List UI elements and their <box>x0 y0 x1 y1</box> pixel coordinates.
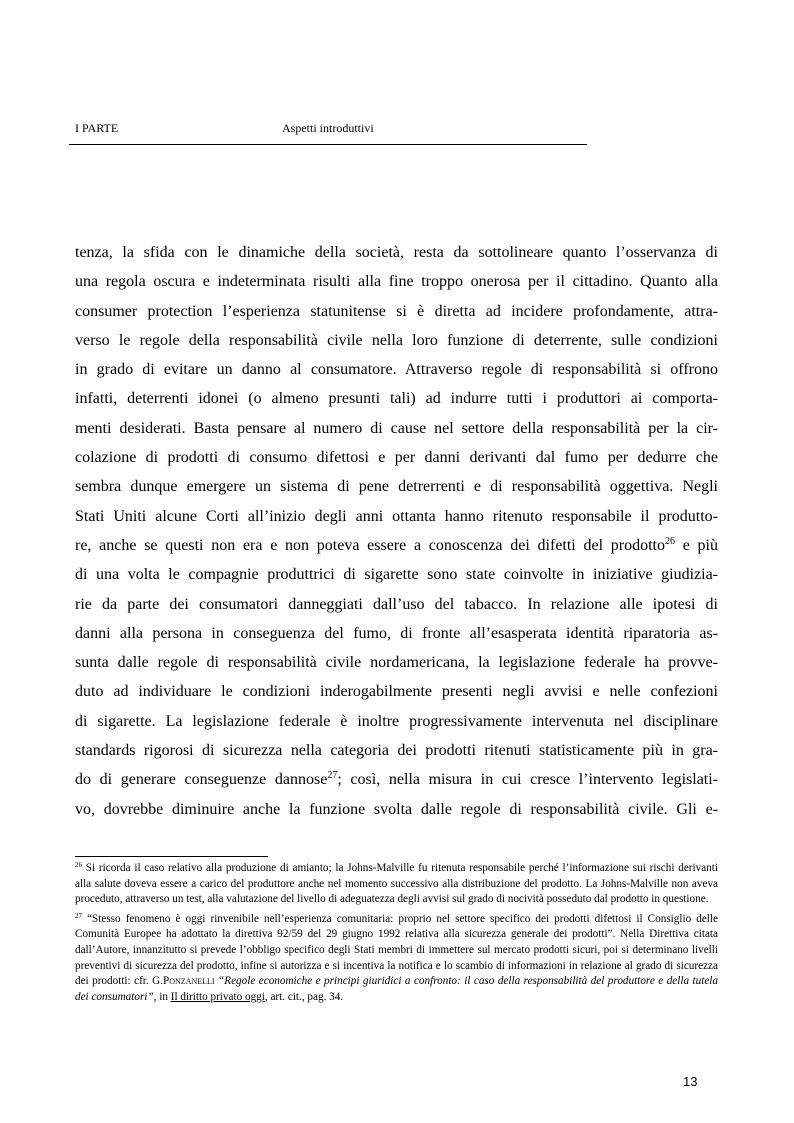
footnote-26 <box>75 861 718 908</box>
body-line-with-footnote-27 <box>75 765 718 794</box>
footnote-text: , art. cit., pag. 34. <box>264 990 344 1003</box>
footnote-journal: Il diritto privato oggi <box>170 990 265 1003</box>
body-line: tenza, la sfida con le dinamiche della società, resta da sottolineare quanto l’osservanza di <box>75 244 718 261</box>
body-line-text: re, anche se questi non era e non poteva essere a conoscenza dei difetti del prodotto <box>75 536 665 554</box>
body-text <box>75 238 718 824</box>
body-line: rie da parte dei consumatori danneggiati dall’uso del tabacco. In relazione alle ipotesi di <box>75 595 718 613</box>
footnote-27 <box>75 912 718 1006</box>
body-line: colazione di prodotti di consumo difettosi e per danni derivanti dal fumo per dedurre che <box>75 449 718 467</box>
body-line: sembra dunque emergere un sistema di pene detrerrenti e di responsabilità oggettiva. Negli <box>75 478 718 496</box>
footnote-rule <box>75 856 268 857</box>
footnote-number: 26 <box>75 861 82 869</box>
body-line: duto ad individuare le condizioni inderogabilmente presenti negli avvisi e nelle confezioni <box>75 683 718 701</box>
body-line: danni alla persona in conseguenza del fumo, di fronte all’esasperata identità riparatoria as- <box>75 624 718 642</box>
header-title: Aspetti introduttivi <box>282 121 374 135</box>
body-line: una regola oscura e indeterminata risulti alla fine troppo onerosa per il cittadino. Quanto alla <box>75 273 718 291</box>
footnote-text: , in <box>153 990 171 1003</box>
body-line-text: e più <box>674 536 718 554</box>
footnote-text: “Stesso fenomeno è oggi rinvenibile nell’esperienza comunitaria: proprio nel settore specifico dei prodotti difettosi il Consiglio delle Comunità Europee ha adottato la direttiva 92/59 del 29 giugno 1992 relativa alla sicurezza generale dei prodotti”. Nella Direttiva citata dall’Autore, innanzitutto si prevede l’obbligo specifico degli Stati membri di immettere sul mercato prodotti sicuri, poi si determinano livelli preventivi di sicurezza del prodotto, infine si autorizza e si incentiva la notifica e lo scambio di informazioni in relazione al grado di sicurezza dei prodotti: cfr. G. <box>75 912 718 988</box>
body-line: menti desiderati. Basta pensare al numero di cause nel settore della responsabilità per la cir- <box>75 419 718 437</box>
body-line: consumer protection l’esperienza statunitense si è diretta ad incidere profondamente, attra- <box>75 302 718 320</box>
body-line: standards rigorosi di sicurezza nella categoria dei prodotti ritenuti statisticamente più in gra- <box>75 742 718 760</box>
footnote-cited-title: “Regole economiche e principi giuridici a confronto: il caso della responsabilità del produttore e della tutela dei consumatori” <box>75 975 718 1003</box>
footnote-ref-27[interactable]: 27 <box>327 770 338 782</box>
body-line: Stati Uniti alcune Corti all’inizio degli anni ottanta hanno ritenuto responsabile il produtto- <box>75 507 718 525</box>
footnotes <box>75 861 718 1009</box>
body-line: di sigarette. La legislazione federale è inoltre progressivamente intervenuta nel disciplinare <box>75 712 718 730</box>
footnote-text: Si ricorda il caso relativo alla produzione di amianto; la Johns-Malville fu ritenuta responsabile perché l’informazione sui rischi derivanti alla salute doveva essere a carico del produttore anche nel momento successivo alla distribuzione del prodotto. La Johns-Malville non aveva proceduto, attraverso un test, alla valutazione del livello di adeguatezza degli avvisi sul grado di nocività posseduto dal prodotto in questione. <box>75 862 718 906</box>
body-line: infatti, deterrenti idonei (o almeno presunti tali) ad indurre tutti i produttori ai comporta- <box>75 390 718 408</box>
body-line-with-footnote-26 <box>75 531 718 560</box>
body-line: di una volta le compagnie produttrici di sigarette sono state coinvolte in iniziative giudizia- <box>75 566 718 584</box>
footnote-ref-26[interactable]: 26 <box>664 535 675 547</box>
footnote-author: Ponzanelli <box>163 975 215 988</box>
body-line-text: ; così, nella misura in cui cresce l’intervento legislati- <box>337 771 719 789</box>
page-number: 13 <box>683 1074 698 1089</box>
body-line: in grado di evitare un danno al consumatore. Attraverso regole di responsabilità si offrono <box>75 361 718 379</box>
header-part: I PARTE <box>75 121 119 135</box>
header-rule <box>69 144 587 145</box>
footnote-number: 27 <box>75 911 82 920</box>
body-line: sunta dalle regole di responsabilità civile nordamericana, la legislazione federale ha provve- <box>75 654 718 672</box>
body-line-text: do di generare conseguenze dannose <box>75 771 328 789</box>
body-line: verso le regole della responsabilità civile nella loro funzione di deterrente, sulle condizioni <box>75 331 718 349</box>
body-line: vo, dovrebbe diminuire anche la funzione svolta dalle regole di responsabilità civile. Gli e- <box>75 800 718 818</box>
